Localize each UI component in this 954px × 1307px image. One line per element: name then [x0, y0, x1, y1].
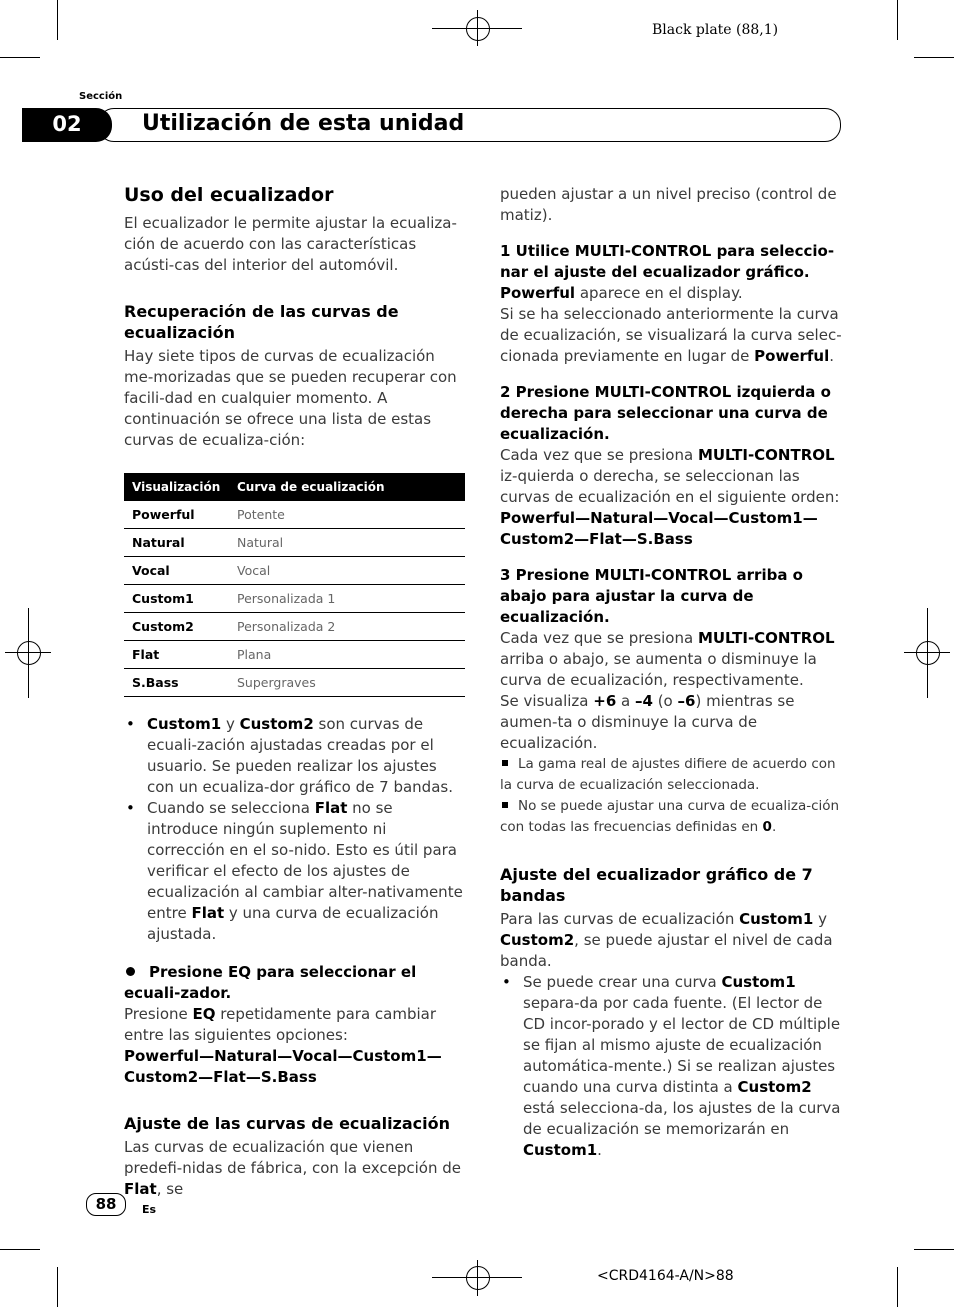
- heading-ecualizador-grafico: Ajuste del ecualizador gráfico de 7 bandas: [500, 865, 813, 905]
- crop-mark: [897, 1267, 898, 1307]
- registration-mark: [466, 1266, 490, 1290]
- heading-ajuste-curvas: Ajuste de las curvas de ecualización: [124, 1114, 451, 1133]
- language-label: Es: [142, 1203, 157, 1216]
- table-header-row: [124, 473, 465, 501]
- recall-paragraph: Hay siete tipos de curvas de ecualización me-morizadas que se pueden recuperar con facili-dad en cualquier momento. A continuación se ofrece una lista de estas curvas de ecualiza-ción:: [124, 347, 457, 449]
- press-eq-text: Presione EQ repetidamente para cambiar entre las siguientes opciones:: [124, 1005, 437, 1044]
- dot-bullet-icon: [126, 967, 135, 976]
- plate-label: Black plate (88,1): [652, 22, 779, 38]
- table-cell: Custom1: [124, 585, 229, 613]
- table-cell: Natural: [229, 529, 465, 557]
- table-cell: Personalizada 1: [229, 585, 465, 613]
- square-bullet-icon: [502, 760, 508, 766]
- section-title: Utilización de esta unidad: [142, 111, 465, 136]
- left-column: [124, 183, 467, 1200]
- list-item: • Se puede crear una curva Custom1 separa-da por cada fuente. (El lector de CD incor-porado y el lector de CD múltiple se fijan al mismo ajuste de ecualización automática-mente.) Si se realizan ajustes cuando una curva distinta a Custom2 está selecciona-da, los ajustes de la curva de ecualización se memorizarán en Custom1.: [500, 972, 842, 1161]
- table-cell: Powerful: [124, 501, 229, 529]
- table-cell: Flat: [124, 641, 229, 669]
- step-2-heading: 2 Presione MULTI-CONTROL izquierda o derecha para seleccionar una curva de ecualización.: [500, 383, 831, 443]
- crop-mark: [897, 0, 898, 40]
- eq-sequence: Powerful—Natural—Vocal—Custom1— Custom2—Flat—S.Bass: [124, 1047, 442, 1086]
- table-cell: Plana: [229, 641, 465, 669]
- crop-mark: [0, 57, 40, 58]
- intro-paragraph: El ecualizador le permite ajustar la ecualiza-ción de acuerdo con las características acústi-cas del interior del automóvil.: [124, 214, 457, 274]
- press-eq-step: Presione EQ para seleccionar el ecuali-zador.: [124, 963, 417, 1002]
- step-2-text: Cada vez que se presiona MULTI-CONTROL iz-quierda o derecha, se seleccionan las curvas de ecualización en el siguiente orden:: [500, 446, 840, 506]
- table-row: [124, 669, 465, 697]
- table-cell: Vocal: [229, 557, 465, 585]
- crop-mark: [57, 0, 58, 40]
- table-row: [124, 557, 465, 585]
- table-row: [124, 585, 465, 613]
- step-3-text: Cada vez que se presiona MULTI-CONTROL arriba o abajo, se aumenta o disminuye la curva de ecualización, respectivamente.: [500, 629, 835, 689]
- continued-paragraph: pueden ajustar a un nivel preciso (control de matiz).: [500, 185, 837, 224]
- note-1: La gama real de ajustes difiere de acuerdo con la curva de ecualización seleccionada.: [500, 756, 836, 793]
- crop-mark: [57, 1267, 58, 1307]
- step-3-range: Se visualiza +6 a –4 (o –6) mientras se aumen-ta o disminuye la curva de ecualización.: [500, 692, 795, 752]
- step-1-heading: 1 Utilice MULTI-CONTROL para seleccio-nar el ajuste del ecualizador gráfico.: [500, 242, 835, 281]
- table-cell: S.Bass: [124, 669, 229, 697]
- table-row: [124, 613, 465, 641]
- table-row: [124, 501, 465, 529]
- step-1-text: Powerful aparece en el display.: [500, 284, 743, 302]
- page-number: 88: [86, 1193, 126, 1216]
- heading-recuperacion: Recuperación de las curvas de ecualización: [124, 302, 399, 342]
- table-cell: Custom2: [124, 613, 229, 641]
- section-number: 02: [22, 108, 112, 142]
- graphic-paragraph: Para las curvas de ecualización Custom1 y Custom2, se puede ajustar el nivel de cada banda.: [500, 910, 833, 970]
- step-3-heading: 3 Presione MULTI-CONTROL arriba o abajo para ajustar la curva de ecualización.: [500, 566, 803, 626]
- table-cell: Potente: [229, 501, 465, 529]
- registration-mark: [17, 641, 41, 665]
- crop-mark: [914, 57, 954, 58]
- crop-mark: [914, 1249, 954, 1250]
- eq-order-sequence: Powerful—Natural—Vocal—Custom1— Custom2—Flat—S.Bass: [500, 509, 818, 548]
- list-item: • Cuando se selecciona Flat no se introduce ningún suplemento ni corrección en el so-nido. Esto es útil para verificar el efecto de los ajustes de ecualización al cambiar alter-nativamente entre Flat y una curva de ecualización ajustada.: [124, 798, 467, 945]
- table-cell: Supergraves: [229, 669, 465, 697]
- heading-uso-ecualizador: Uso del ecualizador: [124, 184, 334, 206]
- registration-mark: [466, 17, 490, 41]
- note-2: No se puede ajustar una curva de ecualiza-ción con todas las frecuencias definidas en 0.: [500, 798, 840, 835]
- table-header: Curva de ecualización: [229, 473, 465, 501]
- table-cell: Personalizada 2: [229, 613, 465, 641]
- document-code: <CRD4164-A/N>88: [597, 1268, 734, 1284]
- square-bullet-icon: [502, 802, 508, 808]
- eq-curve-table: [124, 473, 465, 697]
- custom-bullets: [124, 714, 467, 945]
- registration-mark: [916, 641, 940, 665]
- section-label: Sección: [79, 91, 123, 102]
- crop-mark: [0, 1249, 40, 1250]
- table-row: [124, 641, 465, 669]
- step-1-paragraph: Si se ha seleccionado anteriormente la curva de ecualización, se visualizará la curva selec-cionada previamente en lugar de Powerful.: [500, 305, 842, 365]
- table-header: Visualización: [124, 473, 229, 501]
- graphic-bullets: [500, 972, 842, 1161]
- right-column: [500, 184, 842, 1161]
- adjust-paragraph: Las curvas de ecualización que vienen predefi-nidas de fábrica, con la excepción de Flat, se: [124, 1138, 462, 1198]
- list-item: • Custom1 y Custom2 son curvas de ecuali-zación ajustadas creadas por el usuario. Se pueden realizar los ajustes con un ecualiza-dor gráfico de 7 bandas.: [124, 714, 467, 798]
- table-row: [124, 529, 465, 557]
- table-cell: Natural: [124, 529, 229, 557]
- table-cell: Vocal: [124, 557, 229, 585]
